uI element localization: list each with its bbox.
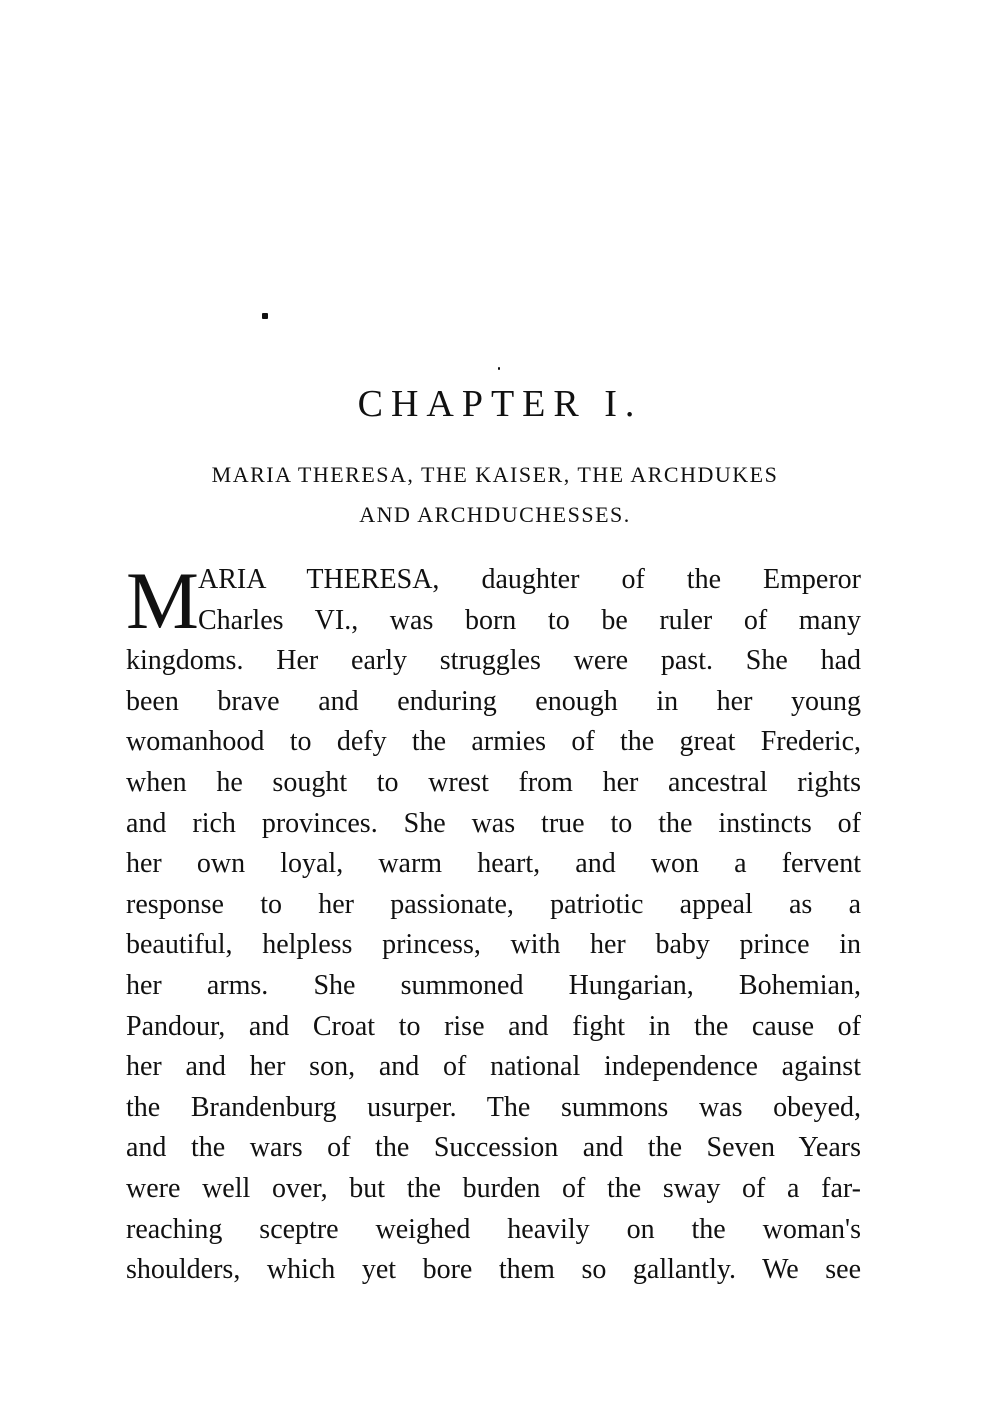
text-line: the Brandenburg usurper. The summons was obeyed, bbox=[126, 1091, 861, 1123]
text-line: were well over, but the burden of the sway of a far- bbox=[126, 1172, 861, 1204]
text-line: her arms. She summoned Hungarian, Bohemian, bbox=[126, 969, 861, 1001]
text-line: ARIA THERESA, daughter of the Emperor bbox=[198, 564, 861, 595]
text-line: Pandour, and Croat to rise and fight in the cause of bbox=[126, 1010, 861, 1042]
text-line: kingdoms. Her early struggles were past. She had bbox=[126, 645, 861, 677]
text-line: her own loyal, warm heart, and won a fervent bbox=[126, 848, 861, 880]
chapter-heading: CHAPTER I. bbox=[357, 383, 643, 425]
text-line: and rich provinces. She was true to the instincts of bbox=[126, 807, 861, 839]
text-line: womanhood to defy the armies of the great Frederic, bbox=[126, 726, 861, 758]
chapter-subtitle-line-1: MARIA THERESA, THE KAISER, THE ARCHDUKES bbox=[211, 462, 779, 487]
body-paragraph bbox=[126, 641, 861, 1291]
text-line: beautiful, helpless princess, with her baby prince in bbox=[126, 929, 861, 961]
print-speck bbox=[262, 313, 268, 319]
print-speck bbox=[498, 367, 500, 370]
drop-cap-initial: M bbox=[126, 555, 199, 646]
text-line: her and her son, and of national independence against bbox=[126, 1051, 861, 1083]
text-line: reaching sceptre weighed heavily on the woman's bbox=[126, 1213, 861, 1245]
opening-lines bbox=[198, 560, 861, 641]
text-line: been brave and enduring enough in her young bbox=[126, 685, 861, 717]
text-line: Charles VI., was born to be ruler of many bbox=[198, 604, 861, 636]
text-line: response to her passionate, patriotic appeal as a bbox=[126, 888, 861, 920]
text-line: when he sought to wrest from her ancestral rights bbox=[126, 766, 861, 798]
text-line: shoulders, which yet bore them so gallantly. We see bbox=[126, 1254, 861, 1286]
text-line: and the wars of the Succession and the Seven Years bbox=[126, 1132, 861, 1164]
chapter-subtitle-line-2: AND ARCHDUCHESSES. bbox=[359, 502, 631, 527]
